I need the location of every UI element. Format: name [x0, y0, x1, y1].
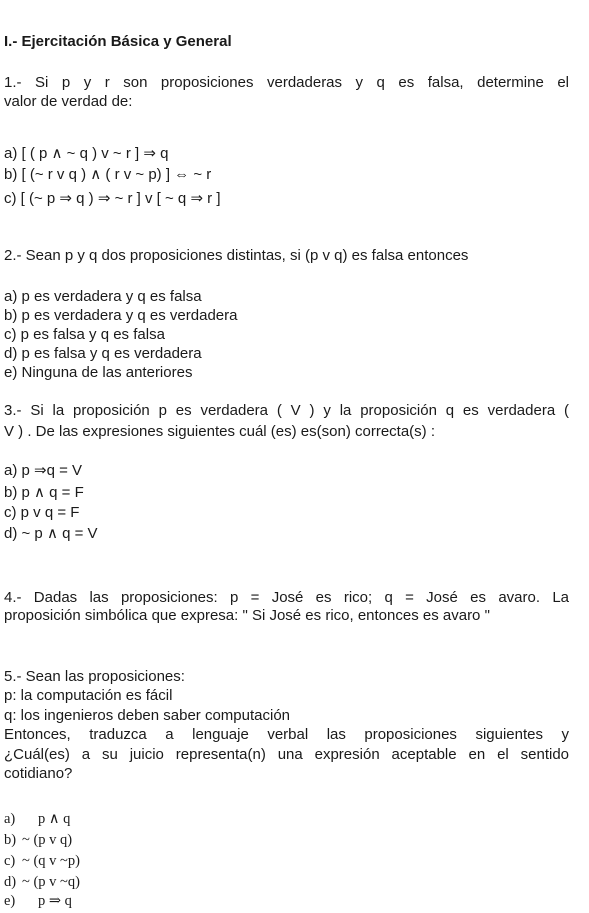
q5-text-line-4: Entonces, traduzca a lenguaje verbal las proposiciones siguientes y — [4, 726, 569, 743]
q5-text-line-1: 5.- Sean las proposiciones: — [4, 668, 185, 685]
q5-proposition-q: q: los ingenieros deben saber computación — [4, 707, 291, 724]
q1-item-a: a) [ ( p ∧ ~ q ) v ~ r ] ⇒ q — [4, 145, 169, 162]
q2-option-a: a) p es verdadera y q es falsa — [4, 288, 202, 305]
q4-text-line-1: 4.- Dadas las proposiciones: p = José es rico; q = José es avaro. La — [4, 589, 569, 606]
section-title: I.- Ejercitación Básica y General — [4, 33, 232, 50]
q5-option-e — [4, 892, 72, 910]
q1-item-c: c) [ (~ p ⇒ q ) ⇒ ~ r ] v [ ~ q ⇒ r ] — [4, 190, 221, 207]
q3-option-d: d) ~ p ∧ q = V — [4, 525, 98, 542]
option-label: a) — [4, 811, 16, 827]
q2-option-c: c) p es falsa y q es falsa — [4, 326, 165, 343]
q2-text: 2.- Sean p y q dos proposiciones distintas, si (p v q) es falsa entonces — [4, 247, 469, 264]
q3-option-b: b) p ∧ q = F — [4, 484, 84, 501]
option-expression: ~ (p v ~q) — [22, 874, 80, 890]
option-expression: p ⇒ q — [38, 893, 72, 909]
option-expression: ~ (p v q) — [22, 832, 73, 848]
q2-option-d: d) p es falsa y q es verdadera — [4, 345, 202, 362]
q1-text-line-1: 1.- Si p y r son proposiciones verdaderas y q es falsa, determine el — [4, 74, 569, 91]
q4-text-line-2: proposición simbólica que expresa: " Si José es rico, entonces es avaro " — [4, 607, 490, 624]
q5-proposition-p: p: la computación es fácil — [4, 687, 173, 704]
q3-option-a: a) p ⇒q = V — [4, 462, 83, 479]
q5-option-d — [4, 873, 80, 891]
option-label: e) — [4, 893, 16, 909]
option-label: b) — [4, 832, 17, 848]
q3-text-line-2: V ) . De las expresiones siguientes cuál (es) es(son) correcta(s) : — [4, 423, 435, 440]
option-label: c) — [4, 853, 16, 869]
q1-item-b: b) [ (~ r v q ) ∧ ( r v ~ p) ] ⇔ ~ r — [4, 166, 212, 183]
q2-option-b: b) p es verdadera y q es verdadera — [4, 307, 238, 324]
q1-text-line-2: valor de verdad de: — [4, 93, 133, 110]
q5-text-line-5: ¿Cuál(es) a su juicio representa(n) una expresión aceptable en el sentido — [4, 746, 569, 763]
q3-option-c: c) p v q = F — [4, 504, 80, 521]
option-label: d) — [4, 874, 17, 890]
q5-option-a — [4, 810, 70, 828]
q5-option-b — [4, 831, 72, 849]
q5-option-c — [4, 852, 80, 870]
q3-text-line-1: 3.- Si la proposición p es verdadera ( V ) y la proposición q es verdadera ( — [4, 402, 569, 419]
option-expression: p ∧ q — [38, 811, 71, 827]
q5-text-line-6: cotidiano? — [4, 765, 73, 782]
option-expression: ~ (q v ~p) — [22, 853, 80, 869]
q2-option-e: e) Ninguna de las anteriores — [4, 364, 193, 381]
